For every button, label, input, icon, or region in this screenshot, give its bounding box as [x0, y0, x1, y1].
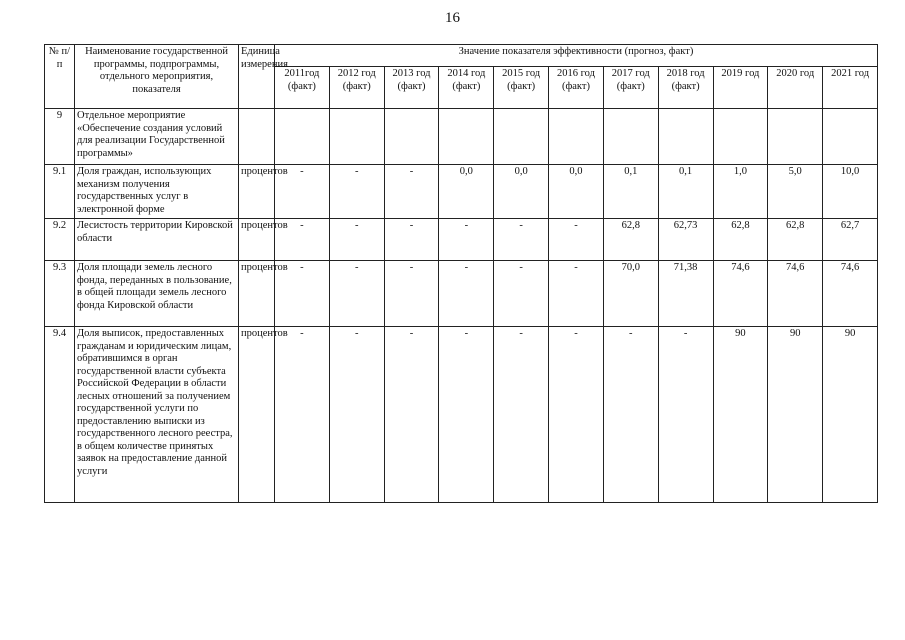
header-year: 2012 год (факт)	[329, 67, 384, 109]
table-row	[45, 165, 878, 219]
indicator-value: 74,6	[768, 261, 823, 327]
indicator-value: 62,7	[823, 219, 878, 261]
indicator-value: 62,8	[768, 219, 823, 261]
indicator-value: 62,8	[713, 219, 768, 261]
row-number: 9	[45, 109, 75, 165]
indicator-unit	[239, 109, 275, 165]
indicator-value	[768, 109, 823, 165]
header-values: Значение показателя эффективности (прогноз, факт)	[275, 45, 878, 67]
indicator-name: Доля выписок, предоставленных гражданам и юридическим лицам, обратившимся в орган государственной власти субъекта Российской Федерации в области лесных отношений за получением государственной услуги по предоставлению выписки из государственного лесного реестра, в общем количестве принятых заявок на предоставление данной услуги	[75, 327, 239, 503]
indicator-value	[549, 109, 604, 165]
page-number: 16	[445, 10, 460, 26]
header-year: 2018 год (факт)	[658, 67, 713, 109]
indicator-value: 71,38	[658, 261, 713, 327]
indicator-value: 10,0	[823, 165, 878, 219]
indicator-value: 74,6	[823, 261, 878, 327]
indicator-value: 1,0	[713, 165, 768, 219]
header-year: 2020 год	[768, 67, 823, 109]
indicator-value: 62,73	[658, 219, 713, 261]
indicator-value: 74,6	[713, 261, 768, 327]
indicator-value	[439, 109, 494, 165]
indicator-value: -	[494, 261, 549, 327]
indicator-value: 70,0	[603, 261, 658, 327]
indicator-value	[823, 109, 878, 165]
indicator-value: -	[494, 219, 549, 261]
indicator-value: -	[494, 327, 549, 503]
indicator-value: 0,1	[658, 165, 713, 219]
indicator-value: -	[549, 261, 604, 327]
indicator-unit: процентов	[239, 261, 275, 327]
indicator-value: 0,0	[549, 165, 604, 219]
table-row	[45, 219, 878, 261]
header-year: 2017 год (факт)	[603, 67, 658, 109]
indicator-value: 90	[823, 327, 878, 503]
indicator-value: -	[275, 261, 330, 327]
header-year: 2015 год (факт)	[494, 67, 549, 109]
header-year: 2021 год	[823, 67, 878, 109]
indicator-value: -	[329, 219, 384, 261]
indicator-value: 90	[713, 327, 768, 503]
indicator-value: -	[384, 327, 439, 503]
indicator-value: -	[384, 261, 439, 327]
indicator-value	[494, 109, 549, 165]
indicator-value: -	[329, 165, 384, 219]
indicator-value	[603, 109, 658, 165]
row-number: 9.4	[45, 327, 75, 503]
indicator-value: 62,8	[603, 219, 658, 261]
indicator-unit: процентов	[239, 219, 275, 261]
indicator-value: -	[384, 165, 439, 219]
indicator-value: -	[275, 165, 330, 219]
row-number: 9.3	[45, 261, 75, 327]
table-row	[45, 327, 878, 503]
indicator-value: -	[275, 327, 330, 503]
indicator-value	[329, 109, 384, 165]
indicator-value: 0,0	[439, 165, 494, 219]
table-row	[45, 261, 878, 327]
indicator-value: 0,1	[603, 165, 658, 219]
indicator-value: 5,0	[768, 165, 823, 219]
indicator-unit: процентов	[239, 165, 275, 219]
header-year: 2011год (факт)	[275, 67, 330, 109]
indicator-value	[384, 109, 439, 165]
header-year: 2019 год	[713, 67, 768, 109]
header-unit: Единица измерения	[239, 45, 275, 109]
indicator-value: -	[275, 219, 330, 261]
indicator-value: -	[549, 219, 604, 261]
indicator-value: -	[439, 327, 494, 503]
indicator-value: 90	[768, 327, 823, 503]
indicators-table	[44, 44, 878, 503]
indicator-value: -	[329, 327, 384, 503]
indicator-value	[713, 109, 768, 165]
indicator-value: -	[384, 219, 439, 261]
header-year: 2013 год (факт)	[384, 67, 439, 109]
indicator-name: Доля площади земель лесного фонда, переданных в пользование, в общей площади земель лесного фонда Кировской области	[75, 261, 239, 327]
header-name: Наименование государственной программы, подпрограммы, отдельного мероприятия, показателя	[75, 45, 239, 109]
indicator-value: -	[658, 327, 713, 503]
indicator-unit: процентов	[239, 327, 275, 503]
indicator-value: -	[439, 219, 494, 261]
indicator-value	[658, 109, 713, 165]
indicator-value: -	[439, 261, 494, 327]
indicator-name: Лесистость территории Кировской области	[75, 219, 239, 261]
indicator-name: Доля граждан, использующих механизм получения государственных услуг в электронной форме	[75, 165, 239, 219]
indicator-value: -	[549, 327, 604, 503]
header-year: 2016 год (факт)	[549, 67, 604, 109]
row-number: 9.2	[45, 219, 75, 261]
indicator-value: -	[329, 261, 384, 327]
indicator-name: Отдельное мероприятие «Обеспечение создания условий для реализации Государственной программы»	[75, 109, 239, 165]
indicator-value: -	[603, 327, 658, 503]
header-year: 2014 год (факт)	[439, 67, 494, 109]
header-num: № п/п	[45, 45, 75, 109]
table-row	[45, 109, 878, 165]
indicator-value: 0,0	[494, 165, 549, 219]
indicator-value	[275, 109, 330, 165]
row-number: 9.1	[45, 165, 75, 219]
